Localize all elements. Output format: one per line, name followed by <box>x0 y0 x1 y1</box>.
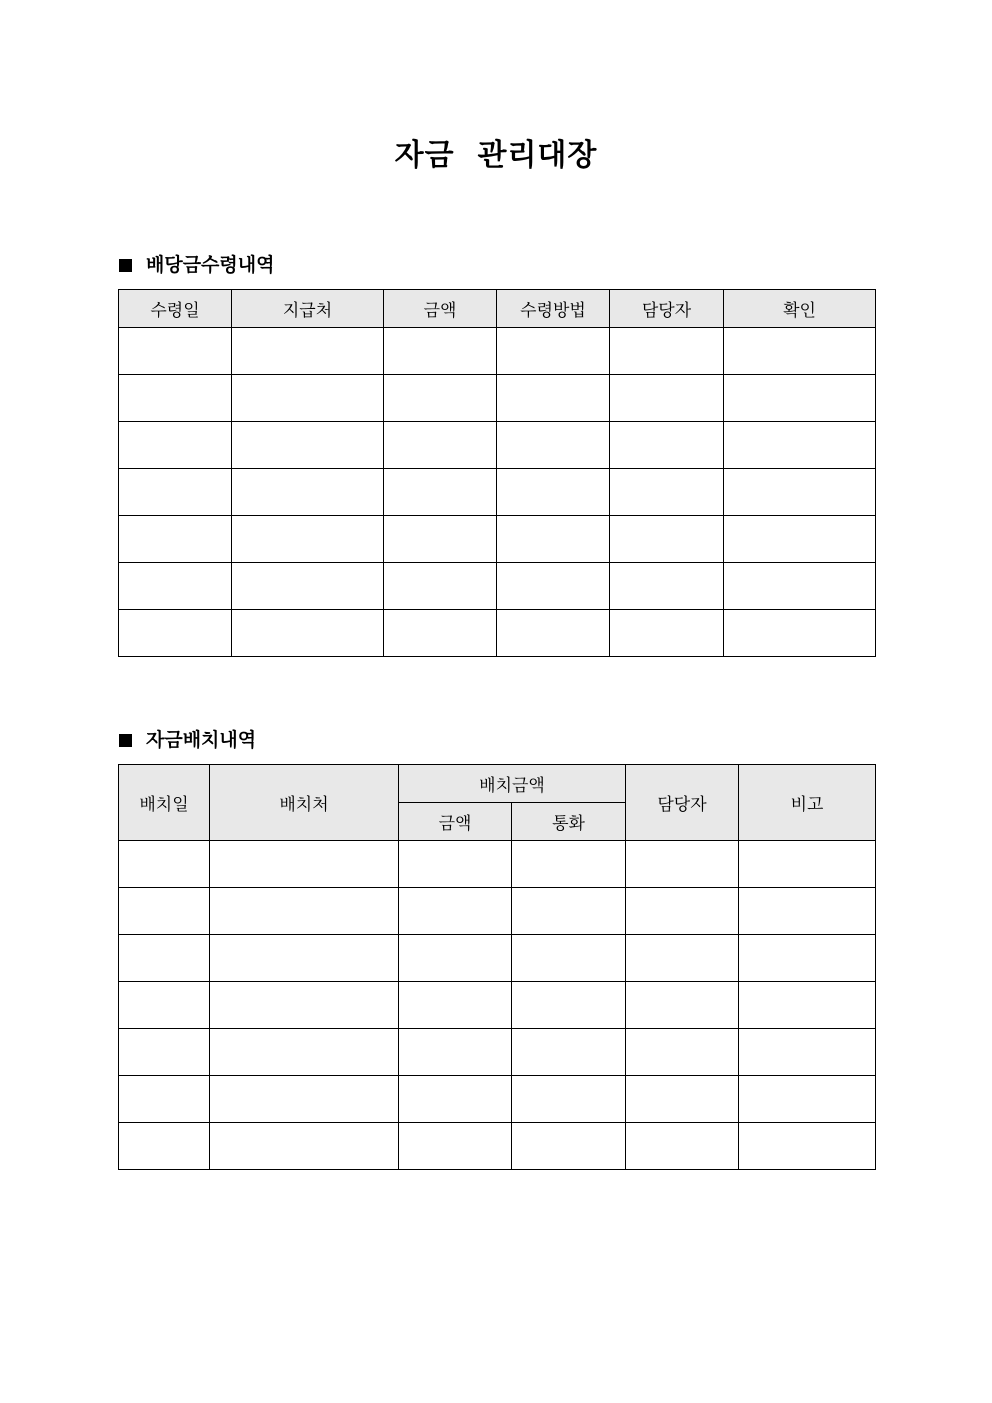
fund-allocation-table <box>118 764 876 1170</box>
table-cell[interactable] <box>232 469 384 516</box>
table-cell[interactable] <box>610 563 724 610</box>
table-cell[interactable] <box>724 563 876 610</box>
table-cell[interactable] <box>119 1029 210 1076</box>
table-cell[interactable] <box>626 888 739 935</box>
allocation-table-body <box>119 841 876 1170</box>
column-header-confirmation: 확인 <box>724 290 876 328</box>
table-cell[interactable] <box>210 888 399 935</box>
table-cell[interactable] <box>232 516 384 563</box>
table-row <box>119 328 876 375</box>
table-row <box>119 469 876 516</box>
section-heading-dividends <box>119 252 274 278</box>
table-cell[interactable] <box>210 935 399 982</box>
table-cell[interactable] <box>739 841 876 888</box>
table-cell[interactable] <box>739 935 876 982</box>
table-cell[interactable] <box>497 469 610 516</box>
table-cell[interactable] <box>724 516 876 563</box>
table-cell[interactable] <box>626 1123 739 1170</box>
square-bullet-icon <box>119 734 132 747</box>
table-cell[interactable] <box>210 841 399 888</box>
table-row <box>119 516 876 563</box>
table-cell[interactable] <box>512 1123 626 1170</box>
table-cell[interactable] <box>724 375 876 422</box>
table-row <box>119 888 876 935</box>
square-bullet-icon <box>119 259 132 272</box>
table-cell[interactable] <box>119 1076 210 1123</box>
table-cell[interactable] <box>399 982 512 1029</box>
dividend-receipt-table <box>118 289 876 657</box>
table-header-row <box>119 765 876 803</box>
table-row <box>119 841 876 888</box>
table-cell[interactable] <box>724 328 876 375</box>
table-cell[interactable] <box>384 469 497 516</box>
table-cell[interactable] <box>210 1076 399 1123</box>
table-row <box>119 563 876 610</box>
table-cell[interactable] <box>497 563 610 610</box>
table-cell[interactable] <box>739 1029 876 1076</box>
table-cell[interactable] <box>232 375 384 422</box>
table-cell[interactable] <box>399 1029 512 1076</box>
table-header-row <box>119 290 876 328</box>
table-cell[interactable] <box>119 841 210 888</box>
table-cell[interactable] <box>384 516 497 563</box>
table-cell[interactable] <box>384 610 497 657</box>
table-row <box>119 935 876 982</box>
table-cell[interactable] <box>610 610 724 657</box>
table-row <box>119 1123 876 1170</box>
column-header-receipt-date: 수령일 <box>119 290 232 328</box>
table-cell[interactable] <box>399 1123 512 1170</box>
table-cell[interactable] <box>512 888 626 935</box>
table-cell[interactable] <box>497 328 610 375</box>
table-cell[interactable] <box>232 563 384 610</box>
table-cell[interactable] <box>610 328 724 375</box>
dividend-table-body <box>119 328 876 657</box>
column-header-manager: 담당자 <box>626 765 739 841</box>
table-cell[interactable] <box>119 1123 210 1170</box>
table-cell[interactable] <box>739 982 876 1029</box>
table-cell[interactable] <box>497 375 610 422</box>
table-cell[interactable] <box>384 563 497 610</box>
column-header-amount: 금액 <box>399 803 512 841</box>
table-cell[interactable] <box>384 375 497 422</box>
table-cell[interactable] <box>119 422 232 469</box>
column-header-receipt-method: 수령방법 <box>497 290 610 328</box>
column-header-currency: 통화 <box>512 803 626 841</box>
column-header-remarks: 비고 <box>739 765 876 841</box>
section-heading-label: 배당금수령내역 <box>146 254 275 276</box>
table-cell[interactable] <box>399 1076 512 1123</box>
column-header-amount: 금액 <box>384 290 497 328</box>
table-cell[interactable] <box>399 935 512 982</box>
section-heading-label: 자금배치내역 <box>146 729 257 751</box>
table-cell[interactable] <box>610 516 724 563</box>
table-cell[interactable] <box>119 469 232 516</box>
table-cell[interactable] <box>739 888 876 935</box>
table-cell[interactable] <box>626 841 739 888</box>
table-row <box>119 1029 876 1076</box>
table-cell[interactable] <box>232 610 384 657</box>
table-cell[interactable] <box>512 1029 626 1076</box>
table-cell[interactable] <box>399 888 512 935</box>
table-row <box>119 375 876 422</box>
column-header-allocation-amount: 배치금액 <box>399 765 626 803</box>
table-cell[interactable] <box>232 328 384 375</box>
table-cell[interactable] <box>512 982 626 1029</box>
column-header-destination: 배치처 <box>210 765 399 841</box>
column-header-manager: 담당자 <box>610 290 724 328</box>
column-header-allocation-date: 배치일 <box>119 765 210 841</box>
table-row <box>119 982 876 1029</box>
table-cell[interactable] <box>119 375 232 422</box>
table-cell[interactable] <box>232 422 384 469</box>
table-cell[interactable] <box>384 422 497 469</box>
table-cell[interactable] <box>626 982 739 1029</box>
table-row <box>119 1076 876 1123</box>
table-cell[interactable] <box>119 935 210 982</box>
table-cell[interactable] <box>497 610 610 657</box>
table-cell[interactable] <box>626 1029 739 1076</box>
table-cell[interactable] <box>626 935 739 982</box>
table-cell[interactable] <box>512 1076 626 1123</box>
table-row <box>119 610 876 657</box>
table-cell[interactable] <box>119 610 232 657</box>
table-cell[interactable] <box>512 841 626 888</box>
table-cell[interactable] <box>119 328 232 375</box>
table-cell[interactable] <box>210 982 399 1029</box>
table-cell[interactable] <box>610 375 724 422</box>
table-cell[interactable] <box>739 1076 876 1123</box>
table-cell[interactable] <box>626 1076 739 1123</box>
page-title: 자금 관리대장 <box>394 138 598 173</box>
table-row <box>119 422 876 469</box>
table-cell[interactable] <box>610 469 724 516</box>
table-cell[interactable] <box>724 422 876 469</box>
table-cell[interactable] <box>739 1123 876 1170</box>
column-header-payer: 지급처 <box>232 290 384 328</box>
table-cell[interactable] <box>512 935 626 982</box>
table-cell[interactable] <box>119 982 210 1029</box>
table-cell[interactable] <box>497 422 610 469</box>
table-cell[interactable] <box>119 563 232 610</box>
table-cell[interactable] <box>724 610 876 657</box>
table-cell[interactable] <box>210 1123 399 1170</box>
table-cell[interactable] <box>610 422 724 469</box>
table-cell[interactable] <box>119 516 232 563</box>
table-cell[interactable] <box>384 328 497 375</box>
table-cell[interactable] <box>724 469 876 516</box>
section-heading-allocation <box>119 727 256 753</box>
table-cell[interactable] <box>497 516 610 563</box>
table-cell[interactable] <box>210 1029 399 1076</box>
table-cell[interactable] <box>119 888 210 935</box>
table-cell[interactable] <box>399 841 512 888</box>
